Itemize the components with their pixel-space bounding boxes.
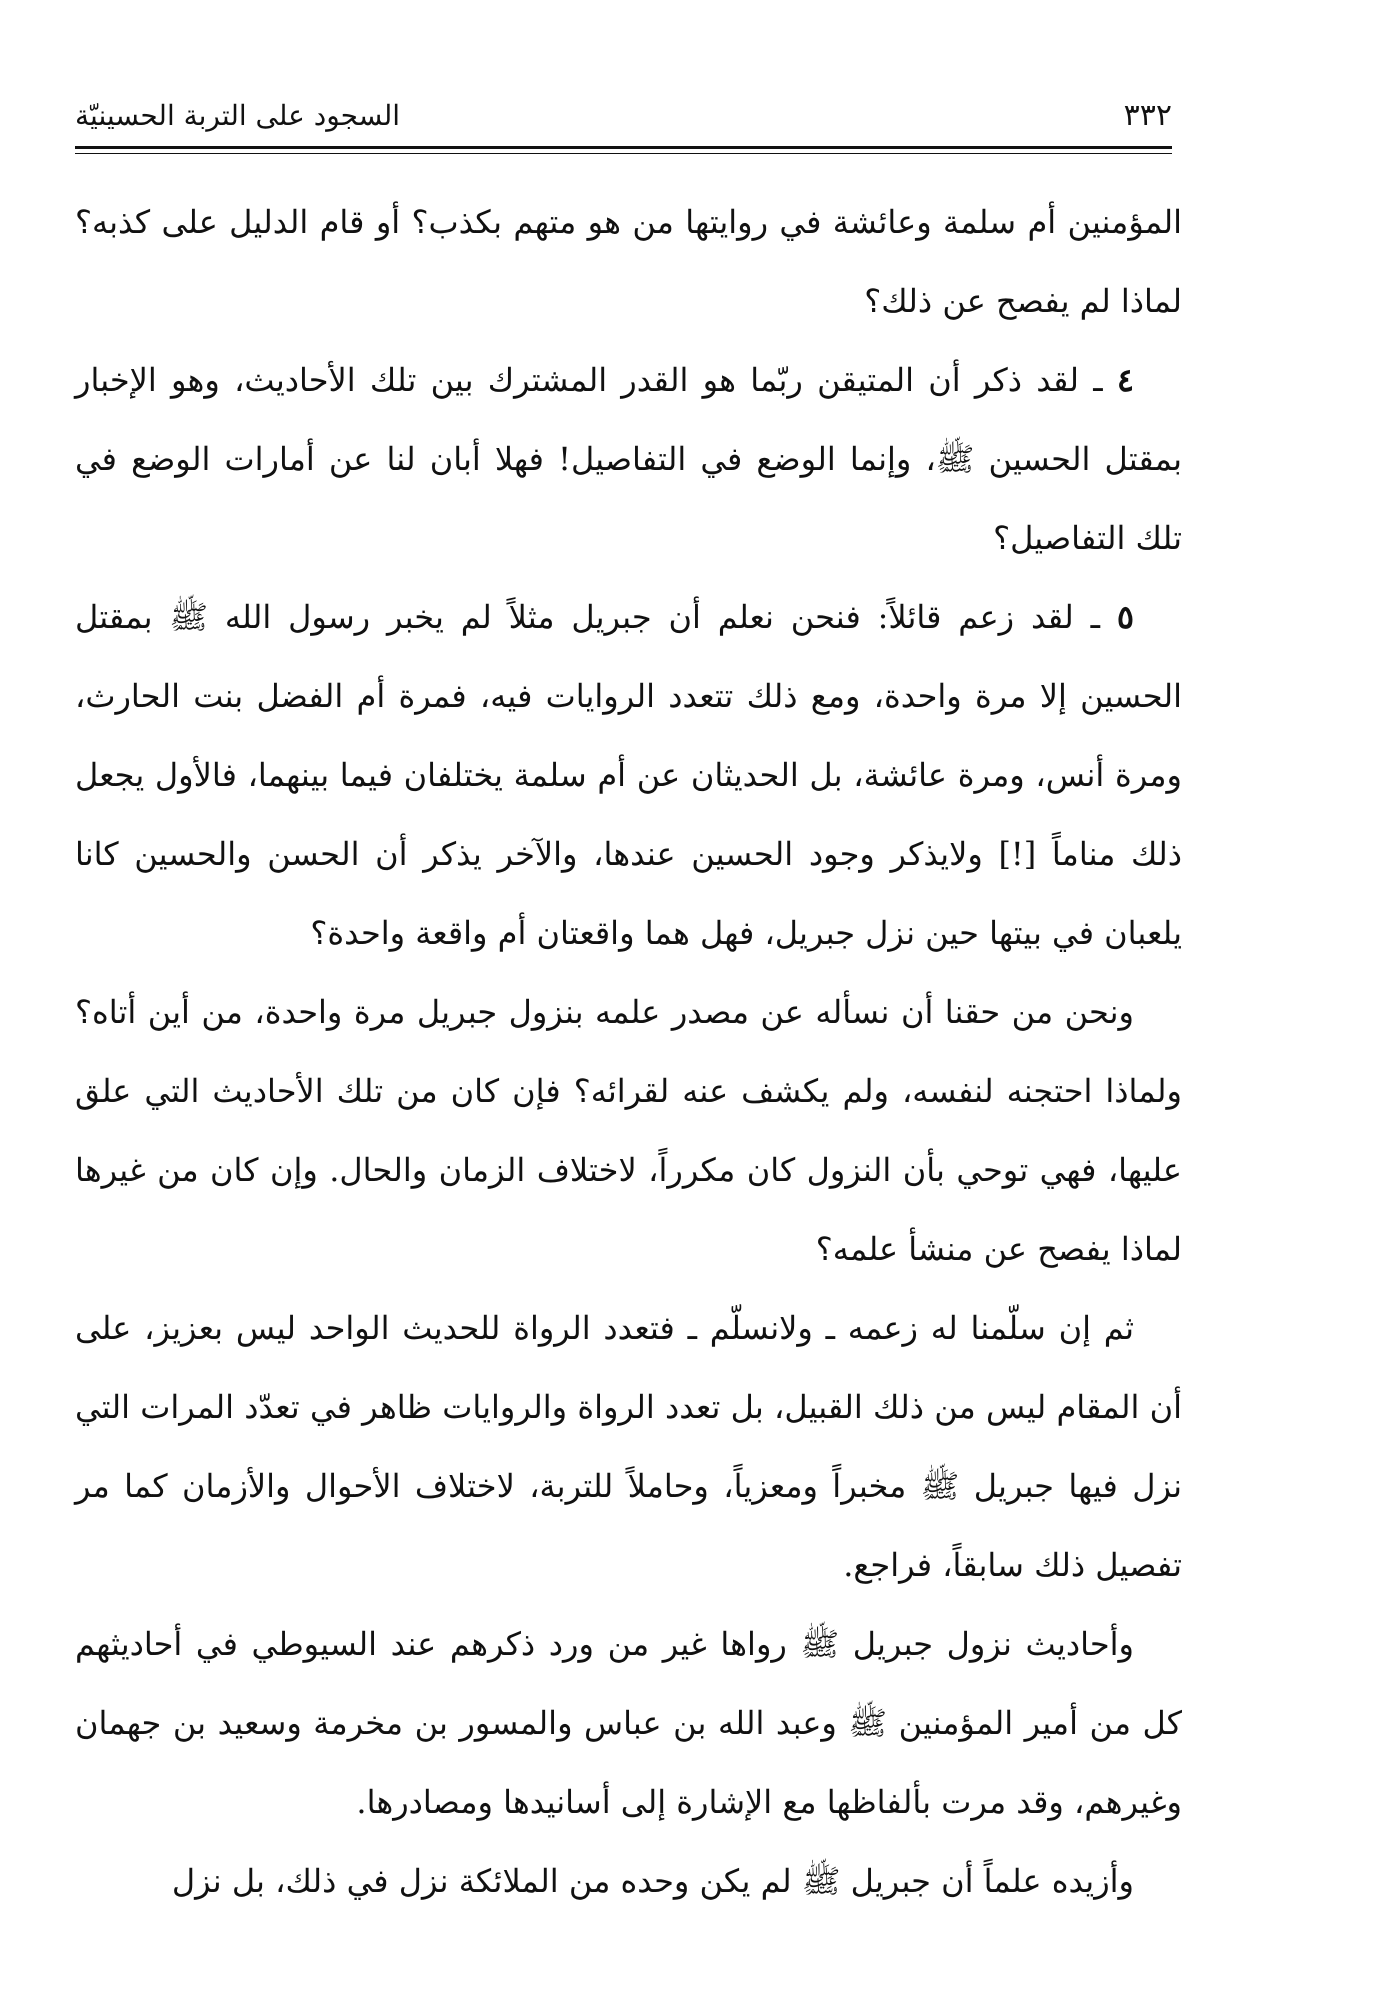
paragraph-text: المؤمنين أم سلمة وعائشة في روايتها من هو متهم بكذب؟ أو قام الدليل على كذبه؟ لماذا لم يفصح عن ذلك؟ [75,203,1182,320]
paragraph-text: ـ لقد زعم قائلاً: فنحن نعلم أن جبريل مثلاً لم يخبر رسول الله ﷺ بمقتل الحسين إلا مرة واحدة، ومع ذلك تتعدد الروايات فيه، فمرة أم الفضل بنت الحارث، ومرة أنس، ومرة عائشة، بل الحديثان عن أم سلمة يختلفان فيما بينهما، فالأول يجعل ذلك مناماً [!] ولايذكر وجود الحسين عندها، والآخر يذكر أن الحسن والحسين كانا يلعبان في بيتها حين نزل جبريل، فهل هما واقعتان أم واقعة واحدة؟ [75,598,1182,952]
running-title: السجود على التربة الحسينيّة [75,99,401,132]
body-text [75,183,1182,1921]
paragraph-jibril-hadiths [75,1605,1182,1842]
paragraph-text: وأزيده علماً أن جبريل ﷺ لم يكن وحده من الملائكة نزل في ذلك، بل نزل [171,1862,1134,1900]
paragraph-text: ونحن من حقنا أن نسأله عن مصدر علمه بنزول جبريل مرة واحدة، من أين أتاه؟ ولماذا احتجنه لنفسه، ولم يكشف عنه لقرائه؟ فإن كان من تلك الأحاديث التي علق عليها، فهي توحي بأن النزول كان مكرراً، لاختلاف الزمان والحال. وإن كان من غيرها لماذا يفصح عن منشأ علمه؟ [75,993,1182,1268]
paragraph-point-5 [75,578,1182,973]
paragraph-text: وأحاديث نزول جبريل ﷺ رواها غير من ورد ذكرهم عند السيوطي في أحاديثهم كل من أمير المؤمنين ﷺ وعبد الله بن عباس والمسور بن مخرمة وسعيد بن جهمان وغيرهم، وقد مرت بألفاظها مع الإشارة إلى أسانيدها ومصادرها. [75,1625,1183,1821]
paragraph-multiple-narrators [75,1289,1182,1605]
paragraph-other-angels [75,1842,1182,1921]
page-header [75,96,1172,146]
paragraph-point-4 [75,341,1182,578]
paragraph-text: ثم إن سلّمنا له زعمه ـ ولانسلّم ـ فتعدد الرواة للحديث الواحد ليس بعزيز، على أن المقام ليس من ذلك القبيل، بل تعدد الرواة والروايات ظاهر في تعدّد المرات التي نزل فيها جبريل ﷺ مخبراً ومعزياً، وحاملاً للتربة، لاختلاف الأحوال والأزمان كما مر تفصيل ذلك سابقاً، فراجع. [75,1309,1182,1584]
header-rule-thin [75,153,1172,154]
page-number: ٣٣٢ [1123,98,1172,133]
paragraph-question-source [75,973,1182,1289]
point-number: ٤ [1116,361,1134,399]
point-number: ٥ [1116,598,1134,636]
paragraph-continuation [75,183,1182,341]
paragraph-text: ـ لقد ذكر أن المتيقن ربّما هو القدر المشترك بين تلك الأحاديث، وهو الإخبار بمقتل الحسين ﷺ، وإنما الوضع في التفاصيل! فهلا أبان لنا عن أمارات الوضع في تلك التفاصيل؟ [75,361,1183,557]
header-rule-thick [75,146,1172,149]
